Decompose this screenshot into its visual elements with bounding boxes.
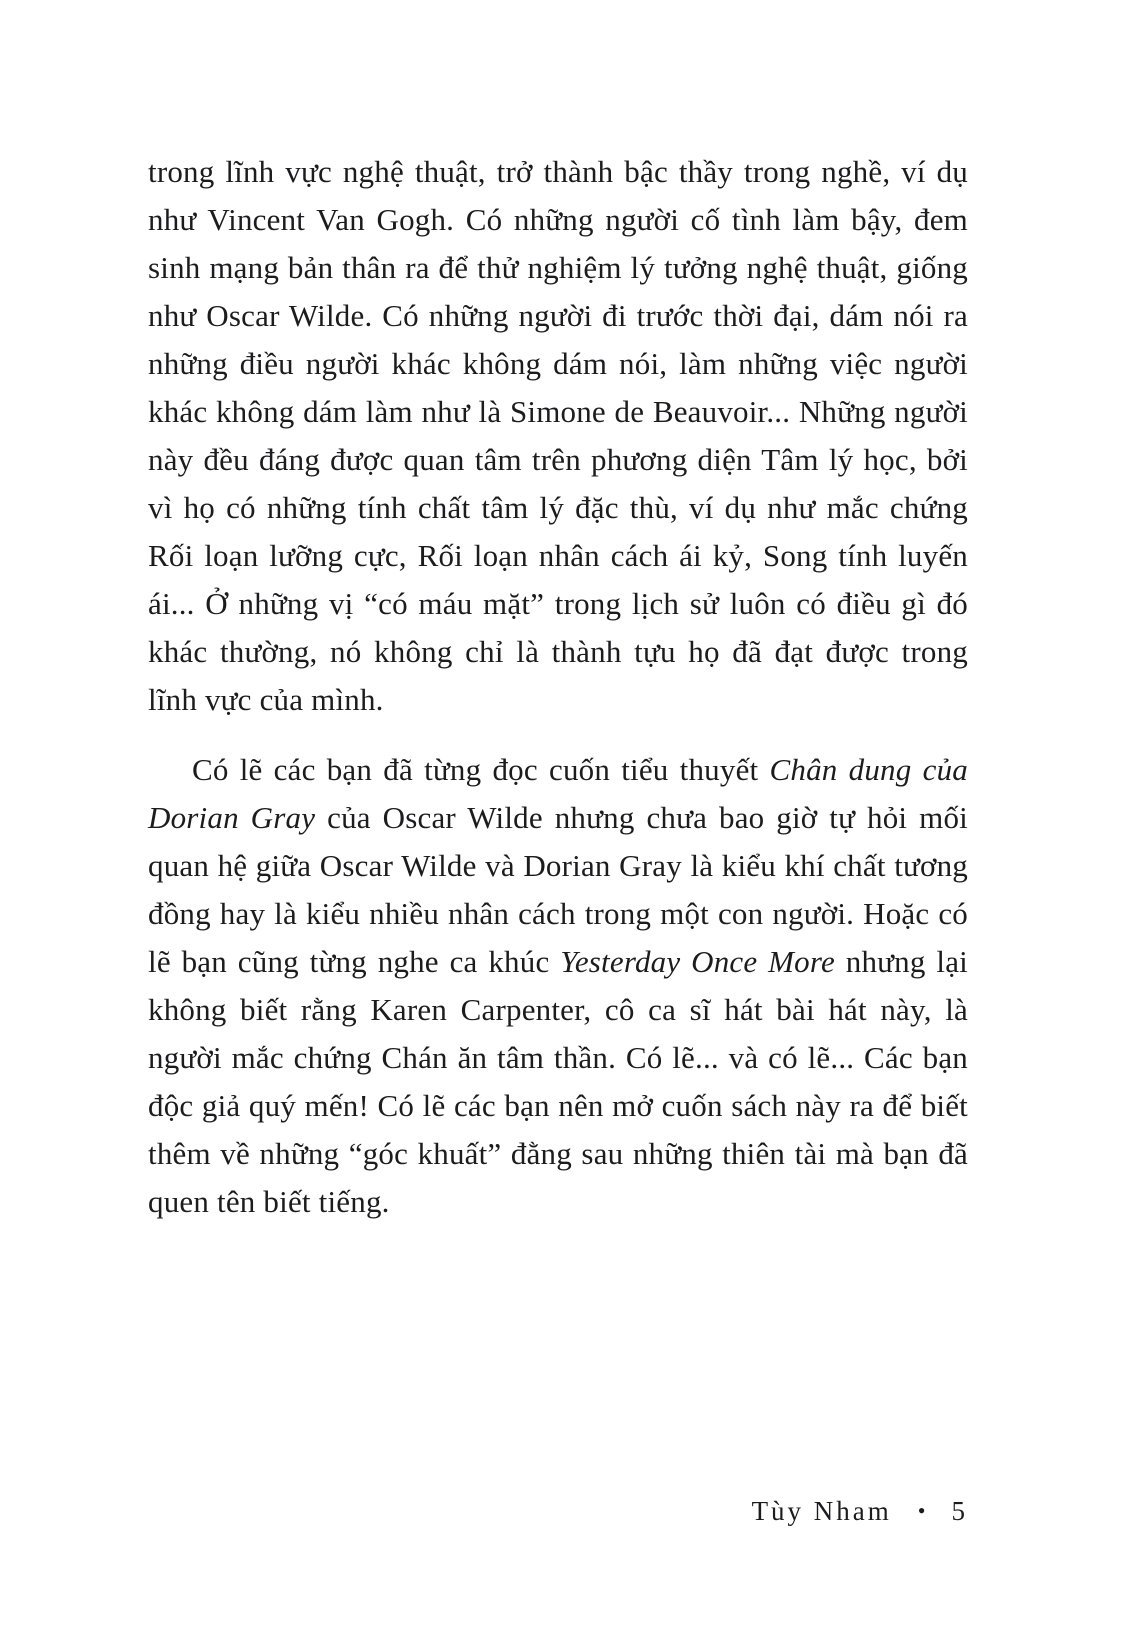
novel-title-italic: Chân dung của Dorian Gray: [148, 752, 968, 835]
text-run: của Oscar Wilde nhưng chưa bao giờ tự hỏi mối quan hệ giữa Oscar Wilde và Dorian Gray là kiểu khí chất tương đồng hay là kiểu nhiều nhân cách trong một con người. Hoặc có lẽ bạn cũng từng nghe ca khúc: [148, 800, 968, 979]
paragraph-continuation: trong lĩnh vực nghệ thuật, trở thành bậc thầy trong nghề, ví dụ như Vincent Van Gogh. Có những người cố tình làm bậy, đem sinh mạng bản thân ra để thử nghiệm lý tưởng nghệ thuật, giống như Oscar Wilde. Có những người đi trước thời đại, dám nói ra những điều người khác không dám nói, làm những việc người khác không dám làm như là Simone de Beauvoir... Những người này đều đáng được quan tâm trên phương diện Tâm lý học, bởi vì họ có những tính chất tâm lý đặc thù, ví dụ như mắc chứng Rối loạn lưỡng cực, Rối loạn nhân cách ái kỷ, Song tính luyến ái... Ở những vị “có máu mặt” trong lịch sử luôn có điều gì đó khác thường, nó không chỉ là thành tựu họ đã đạt được trong lĩnh vực của mình.: [148, 154, 968, 717]
page-footer: [752, 1496, 968, 1527]
text-run: Có lẽ các bạn đã từng đọc cuốn tiểu thuyết: [192, 752, 770, 787]
text-run: nhưng lại không biết rằng Karen Carpenter, cô ca sĩ hát bài hát này, là người mắc chứng Chán ăn tâm thần. Có lẽ... và có lẽ... Các bạn độc giả quý mến! Có lẽ các bạn nên mở cuốn sách này ra để biết thêm về những “góc khuất” đằng sau những thiên tài mà bạn đã quen tên biết tiếng.: [148, 944, 968, 1219]
song-title-italic: Yesterday Once More: [560, 944, 835, 979]
page-body-text: [148, 148, 968, 1226]
bullet-separator-icon: •: [917, 1498, 926, 1523]
running-title: Tùy Nham: [751, 1496, 892, 1526]
paragraph-second: [148, 746, 968, 1226]
page-number: 5: [951, 1496, 968, 1526]
